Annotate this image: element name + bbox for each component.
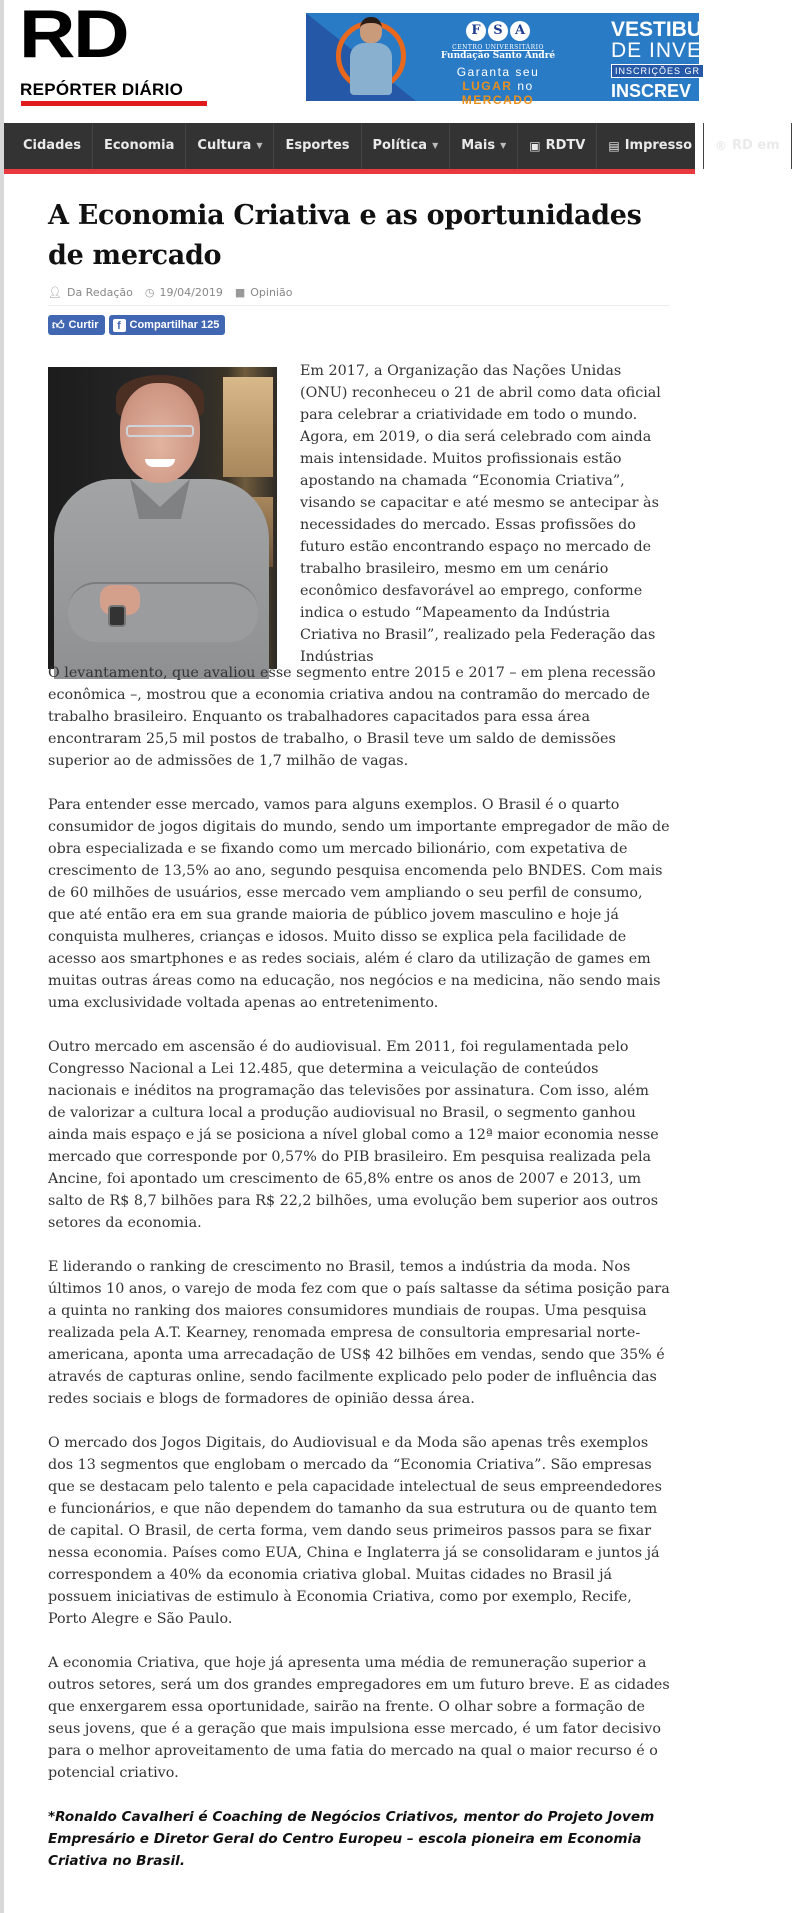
banner-tagline: Garanta seu bbox=[456, 65, 540, 79]
nav-label: Economia bbox=[103, 138, 175, 153]
folder-icon: ■ bbox=[234, 286, 246, 299]
fsa-letter: A bbox=[510, 21, 530, 41]
registered-icon: ® bbox=[715, 139, 728, 153]
social-buttons bbox=[48, 315, 670, 335]
nav-item-esportes[interactable] bbox=[274, 123, 361, 169]
nav-label: Impresso bbox=[624, 138, 693, 153]
nav-label: Política bbox=[372, 138, 428, 153]
meta-author[interactable] bbox=[48, 286, 133, 299]
nav-item-mais[interactable] bbox=[450, 123, 518, 169]
tagline-no: no bbox=[512, 79, 534, 93]
nav-item-rd-em[interactable] bbox=[704, 123, 792, 169]
caret-down-icon: ▼ bbox=[256, 141, 263, 150]
fsa-letter: F bbox=[466, 21, 486, 41]
user-icon: 👤︎ bbox=[48, 286, 62, 299]
nav-label: RDTV bbox=[545, 138, 586, 153]
share-label: Compartilhar 125 bbox=[129, 319, 220, 331]
ad-banner[interactable] bbox=[306, 13, 703, 107]
article-meta bbox=[48, 286, 670, 306]
meta-date bbox=[145, 286, 223, 299]
nav-item-cidades[interactable] bbox=[4, 123, 93, 169]
vest-line-1: VESTIBU bbox=[611, 18, 703, 41]
meta-category[interactable] bbox=[235, 286, 293, 299]
fsa-name: Fundação Santo André bbox=[440, 51, 556, 61]
article-header bbox=[48, 196, 670, 335]
article-paragraph: Outro mercado em ascensão é do audiovisual. Em 2011, foi regulamentada pelo Congresso Nacional a Lei 12.485, que determina a veiculação de conteúdos nacionais e inéditos na programação das televisões por assinatura. Com isso, além de valorizar a cultura local a produção audiovisual no Brasil, o segmento ganhou ainda mais espaço e já se posiciona a nível global como a 12ª maior economia nesse mercado que corresponde por 0,57% do PIB brasileiro. Em pesquisa realizada pela Ancine, foi apontado um crescimento de 65,8% entre os anos de 2007 e 2013, um salto de R$ 8,7 bilhões para R$ 22,2 bilhões, uma evolução bem superior aos outros setores da economia. bbox=[48, 1039, 659, 1231]
author-photo bbox=[48, 367, 277, 669]
banner-person-image bbox=[348, 17, 394, 95]
author-name: Da Redação bbox=[66, 286, 133, 299]
main-nav bbox=[4, 123, 780, 169]
article-paragraph: Para entender esse mercado, vamos para alguns exemplos. O Brasil é o quarto consumidor de jogos digitais do mundo, sendo um importante empregador de mão de obra especializada e se fixando como um mercado bilionário, com expetativa de crescimento de 13,5% ao ano, segundo pesquisa encomenda pelo BNDES. Com mais de 60 milhões de usuários, esse mercado vem ampliando o seu perfil de consumo, que até então era em sua grande maioria de público jovem masculino e hoje já conquista mulheres, crianças e idosos. Muito disso se explica pela facilidade de acesso aos smartphones e as redes sociais, além é claro da utilização de games em muitas outras áreas como na educação, nos negócios e na medicina, não sendo mais uma exclusividade voltada apenas ao entretenimento. bbox=[48, 797, 670, 1011]
vest-line-2: DE INVE bbox=[611, 39, 703, 62]
nav-item-rdtv[interactable] bbox=[518, 123, 597, 169]
article-body bbox=[48, 662, 670, 1894]
newspaper-icon: ▤ bbox=[608, 139, 620, 153]
banner-vestibular bbox=[611, 19, 704, 102]
author-note: *Ronaldo Cavalheri é Coaching de Negócios Criativos, mentor do Projeto Jovem Empresário e Diretor Geral do Centro Europeu – escola pioneira em Economia Criativa no Brasil. bbox=[48, 1809, 655, 1869]
caret-down-icon: ▼ bbox=[500, 141, 507, 150]
article-paragraph: O mercado dos Jogos Digitais, do Audiovisual e da Moda são apenas três exemplos dos 13 segmentos que englobam o mercado da “Economia Criativa”. São empresas que se destacam pelo talento e pela capacidade intelectual de seus empreendedores e funcionários, e que não dependem do tamanho da sua estrutura ou de quanto tem de capital. O Brasil, de certa forma, vem dando seus primeiros passos para se fixar nessa economia. Países como EUA, China e Inglaterra já se consolidaram e juntos já correspondem a 40% da economia criativa global. Muitas cidades no Brasil já possuem iniciativas de estimulo à Economia Criativa, como por exemplo, Recife, Porto Alegre e São Paulo. bbox=[48, 1435, 662, 1627]
nav-label: Cidades bbox=[23, 138, 81, 153]
vest-line-3: INSCRIÇÕES GR bbox=[611, 64, 704, 78]
banner-tagline-2 bbox=[438, 79, 558, 107]
site-logo[interactable] bbox=[19, 0, 209, 105]
play-square-icon: ▣ bbox=[529, 139, 541, 153]
tagline-mercado: MERCADO bbox=[461, 93, 535, 107]
vest-line-4: INSCREV bbox=[611, 81, 692, 101]
article-paragraph: A economia Criativa, que hoje já apresenta uma média de remuneração superior a outros setores, será um dos grandes empregadores em um futuro breve. E as cidades que enxergarem essa oportunidade, sairão na frente. O olhar sobre a formação de seus jovens, que é a geração que mais impulsiona esse mercado, é um fator decisivo para o melhor aproveitamento de uma fatia do mercado na qual o maior recurso é o potencial criativo. bbox=[48, 1655, 670, 1781]
fsa-subtitle: CENTRO UNIVERSITÁRIO bbox=[452, 44, 544, 51]
nav-label: RD em bbox=[732, 138, 780, 153]
logo-name: REPÓRTER DIÁRIO bbox=[20, 80, 184, 99]
nav-item-cultura[interactable] bbox=[186, 123, 274, 169]
article-title: A Economia Criativa e as oportunidades de mercado bbox=[48, 200, 642, 271]
article-paragraph: E liderando o ranking de crescimento no Brasil, temos a indústria da moda. Nos últimos 10 anos, o varejo de moda fez com que o país saltasse da sétima posição para a quinta no ranking dos maiores consumidores mundiais de roupas. Uma pesquisa realizada pela A.T. Kearney, renomada empresa de consultoria empresarial norte-americana, aponta uma arrecadação de US$ 42 bilhões em vendas, sendo que 35% é através de capturas online, sendo facilmente explicado pelo poder de influência das redes sociais e blogs de formadores de opinião dessa área. bbox=[48, 1259, 670, 1407]
facebook-icon: f bbox=[113, 319, 126, 332]
nav-label: Cultura bbox=[197, 138, 252, 153]
nav-item-politica[interactable] bbox=[362, 123, 451, 169]
fsa-letter: S bbox=[488, 21, 508, 41]
like-label: Curtir bbox=[68, 319, 99, 331]
tagline-lugar: LUGAR bbox=[462, 79, 513, 93]
clock-icon: ◷ bbox=[144, 286, 155, 299]
logo-underline bbox=[21, 101, 207, 106]
nav-accent-bar bbox=[4, 169, 695, 174]
site-header bbox=[4, 0, 703, 122]
nav-label: Mais bbox=[461, 138, 496, 153]
article-paragraph: Em 2017, a Organização das Nações Unidas (ONU) reconheceu o 21 de abril como data oficial para celebrar a criatividade em todo o mundo. Agora, em 2019, o dia será celebrado com ainda mais intensidade. Muitos profissionais estão apostando na chamada “Economia Criativa”, visando se capacitar e até mesmo se antecipar às necessidades do mercado. Essas profissões do futuro estão encontrando espaço no mercado de trabalho brasileiro, mesmo em um cenário econômico desfavorável ao emprego, conforme indica o estudo “Mapeamento da Indústria Criativa no Brasil”, realizado pela Federação das Indústrias bbox=[300, 363, 661, 665]
nav-item-economia[interactable] bbox=[93, 123, 186, 169]
thumbs-up-icon: 👍︎ bbox=[52, 317, 65, 332]
caret-down-icon: ▼ bbox=[432, 141, 439, 150]
facebook-like-button[interactable] bbox=[48, 315, 105, 335]
logo-mark: RD bbox=[19, 0, 128, 72]
facebook-share-button[interactable] bbox=[109, 315, 226, 335]
nav-item-impresso[interactable] bbox=[597, 123, 704, 169]
article-paragraph: O levantamento, que avaliou esse segmento entre 2015 e 2017 – em plena recessão econômica –, mostrou que a economia criativa andou na contramão do mercado de trabalho brasileiro. Enquanto os trabalhadores capacitados para essa área encontraram 25,5 mil postos de trabalho, o Brasil teve um saldo de demissões superior ao de admissões de 1,7 milhão de vagas. bbox=[48, 665, 656, 769]
nav-label: Esportes bbox=[285, 138, 350, 153]
category-name: Opinião bbox=[250, 286, 293, 299]
fsa-logo bbox=[438, 21, 558, 107]
publish-date: 19/04/2019 bbox=[159, 286, 223, 299]
page-left-border bbox=[0, 0, 4, 1913]
